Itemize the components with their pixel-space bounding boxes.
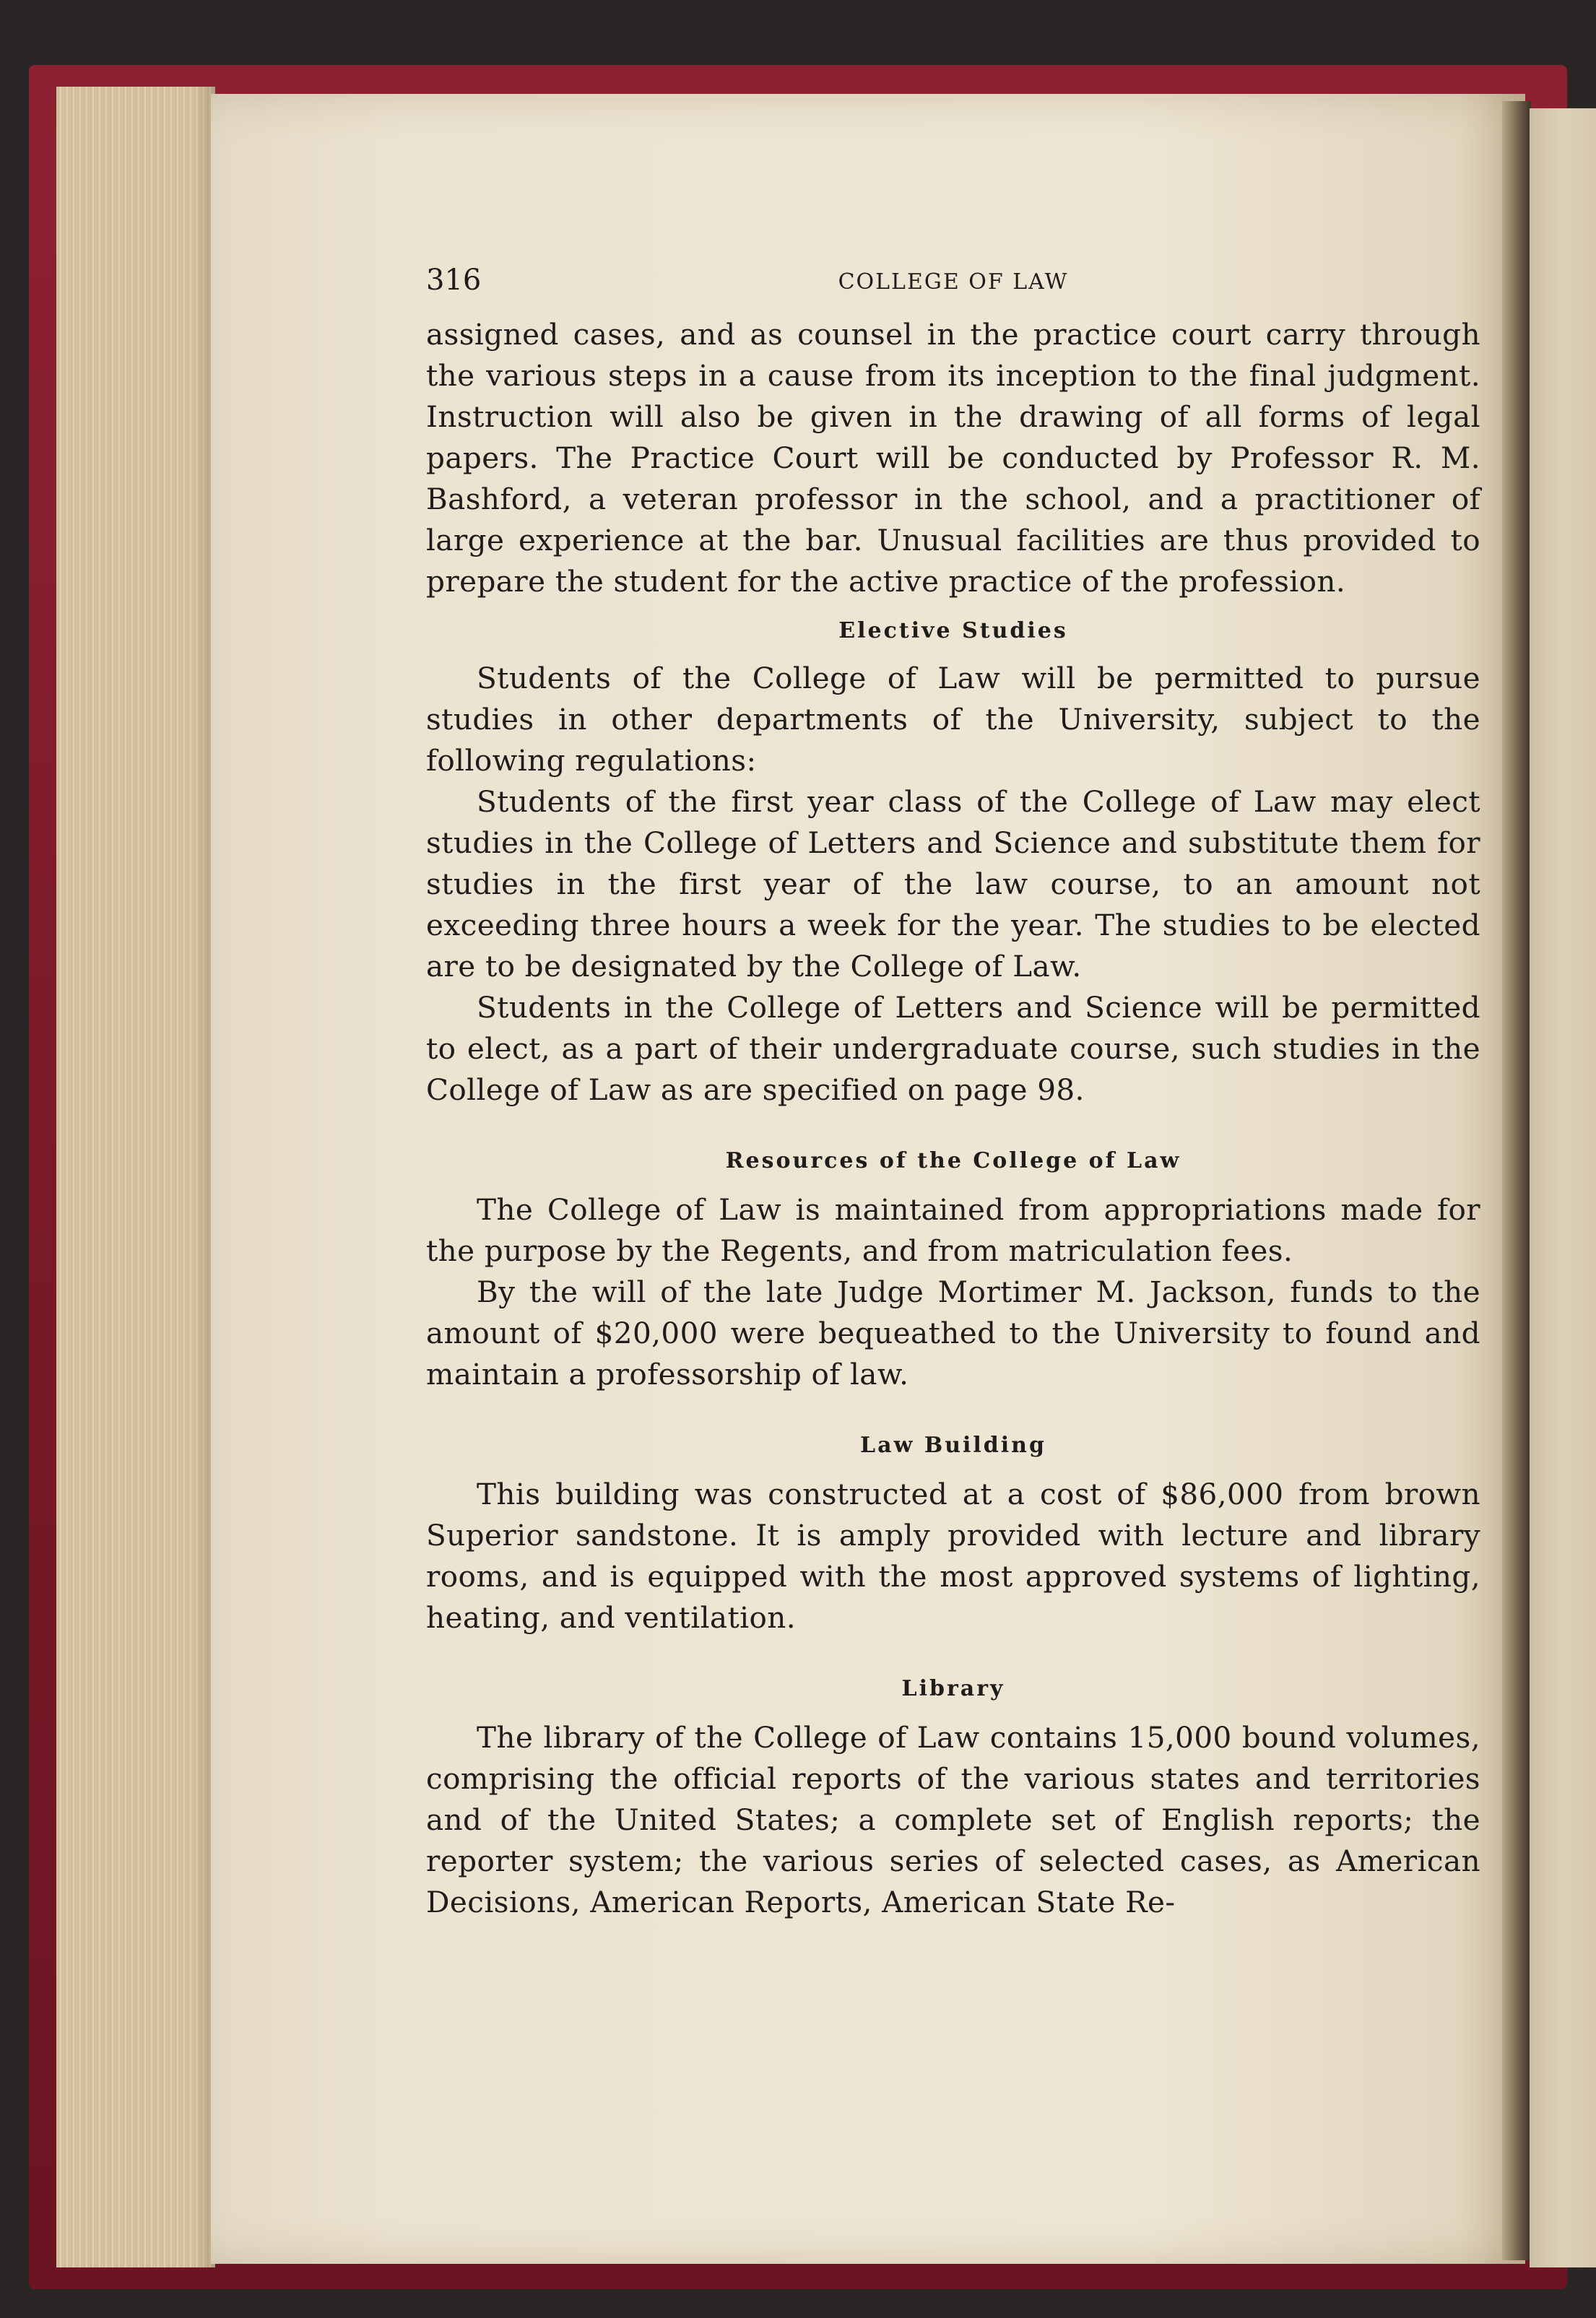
heading-library: Library xyxy=(901,1676,1005,1701)
running-head xyxy=(426,264,1480,314)
paragraph: By the will of the late Judge Mortimer M. Jackson, funds to the amount of $20,000 were bequeathed to the University to found and maintain a professorship of law. xyxy=(426,1275,1480,1392)
facing-page-edge xyxy=(1530,108,1596,2267)
running-title: COLLEGE OF LAW xyxy=(838,269,1069,295)
paragraph: Students of the College of Law will be permitted to pursue studies in other departments of the University, subject to the following regulations: xyxy=(426,661,1480,778)
page-edges xyxy=(56,87,215,2267)
paragraph: The library of the College of Law contains 15,000 bound volumes, comprising the official reports of the various states and territories and of the United States; a complete set of English reports; the reporter system; the various series of selected cases, as American Decisions, American Reports, American State Re- xyxy=(426,1720,1480,1919)
paragraph: Students of the first year class of the College of Law may elect studies in the College of Letters and Science and substitute them for studies in the first year of the law course, to an amount not exceeding three hours a week for the year. The studies to be elected are to be designated by the College of Law. xyxy=(426,784,1480,984)
paragraph: This building was constructed at a cost of $86,000 from brown Superior sandstone. It is amply provided with lecture and library rooms, and is equipped with the most approved systems of lighting, heating, and ventilation. xyxy=(426,1477,1480,1635)
intro-paragraph: assigned cases, and as counsel in the practice court carry through the various steps in a cause from its inception to the final judgment. Instruction will also be given in the drawing of all forms of legal papers. The Practice Court will be conducted by Professor R. M. Bashford, a veteran professor in the school, and a practitioner of large experience at the bar. Unusual facilities are thus provided to prepare the student for the active practice of the profession. xyxy=(426,317,1480,599)
book-gutter xyxy=(1502,101,1531,2260)
paragraph: The College of Law is maintained from appropriations made for the purpose by the Regents, and from matriculation fees. xyxy=(426,1192,1480,1268)
heading-resources: Resources of the College of Law xyxy=(725,1148,1181,1173)
page-number: 316 xyxy=(426,264,482,297)
paragraph: Students in the College of Letters and Science will be permitted to elect, as a part of their undergraduate course, such studies in the College of Law as are specified on page 98. xyxy=(426,990,1480,1107)
page-text xyxy=(426,264,1480,1923)
heading-law-building: Law Building xyxy=(860,1433,1046,1458)
heading-elective-studies: Elective Studies xyxy=(838,618,1068,643)
